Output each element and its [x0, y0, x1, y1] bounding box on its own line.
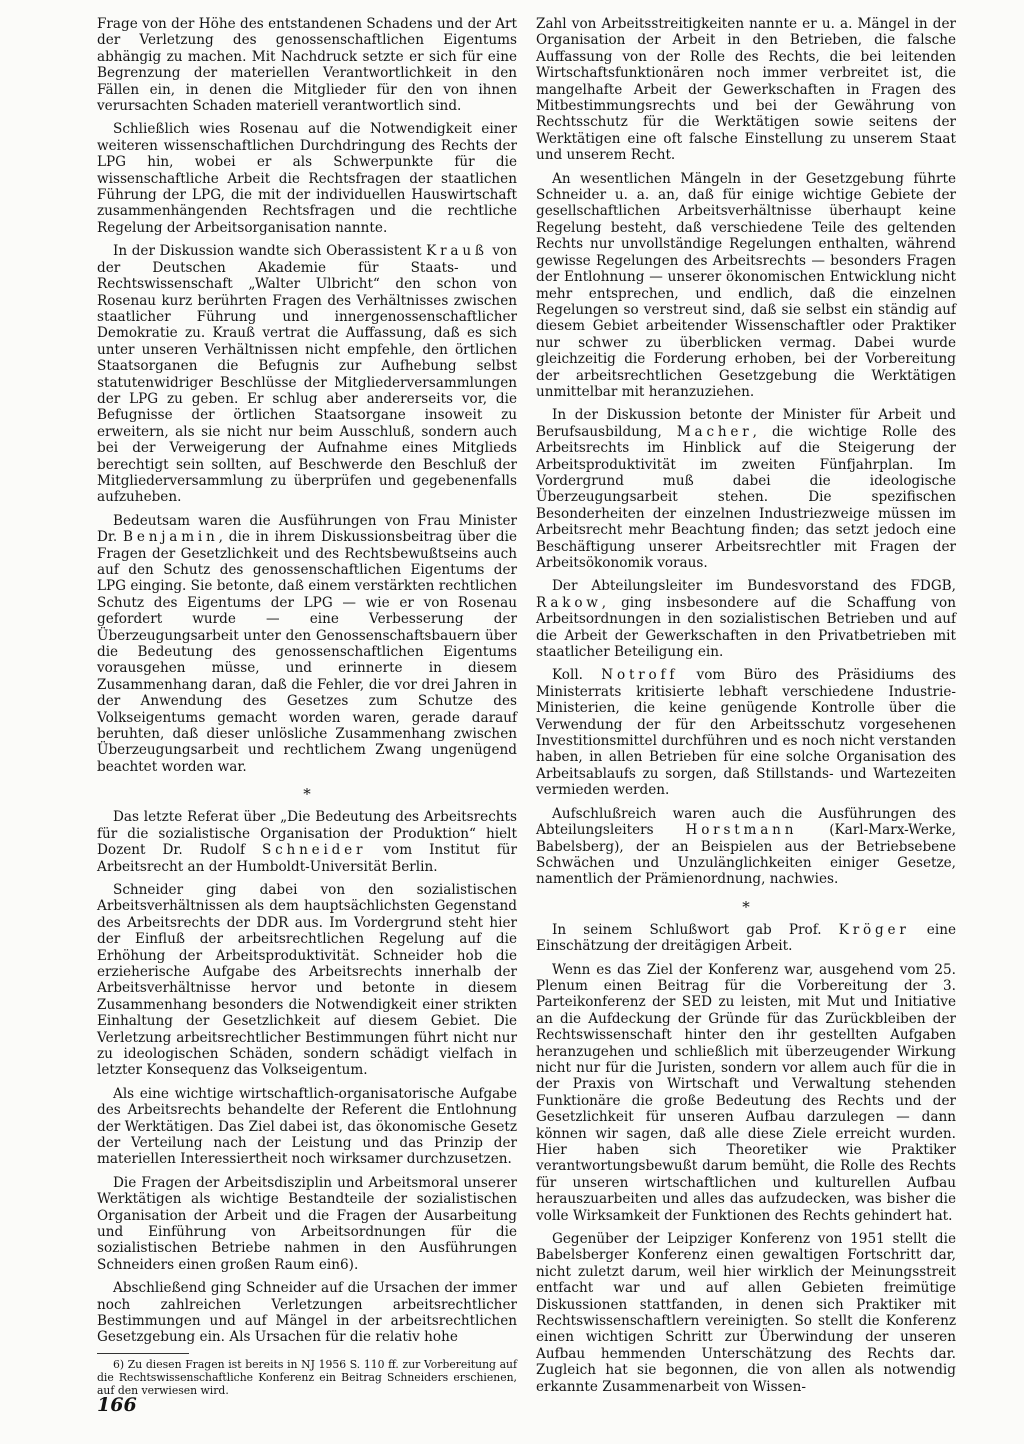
section-separator: * [742, 897, 750, 916]
page-number: 166 [97, 1394, 137, 1416]
text-run: In der Diskussion betonte der Minister für Arbeit und Berufsausbildung, [536, 407, 956, 440]
paragraph: Als eine wichtige wirtschaftlich-organisatorische Aufgabe des Arbeitsrechts behandelte der Referent die Entlohnung der Werktätigen. Das Ziel dabei ist, das ökonomische Gesetz der Verteilung nach der Leistung und das Prinzip der materiellen Interessiertheit noch wirksamer durchzusetzen. [97, 1085, 517, 1168]
text-run: , ging insbesondere auf die Schaffung von Arbeitsordnungen in den sozialistischen Betrieben und auf die Arbeit der Gewerkschaften in den Privatbetrieben mit staatlicher Beteiligung ein. [536, 594, 956, 661]
paragraph [536, 407, 956, 571]
spaced-name: Krauß [426, 243, 488, 260]
spaced-name: Horstmann [685, 822, 798, 839]
text-run: (Karl-Marx-Werke, Babelsberg), der an Beispielen aus der Betriebsebene Schwächen und Unzulänglichkeiten einiger Gesetze, namentlich der Prämienordnung, nachwies. [536, 822, 956, 888]
paragraph: Zahl von Arbeitsstreitigkeiten nannte er u. a. Mängel in der Organisation der Arbeit in den Betrieben, die falsche Auffassung von der Rolle des Rechts, die bei leitenden Wirtschaftsfunktionären noch immer verbreitet ist, die mangelhafte Arbeit der Gewerkschaften in Fragen des Mitbestimmungsrechts und bei der Gewährung von Rechtsschutz für die Werktätigen sowie seitens der Werktätigen eine oft falsche Einstellung zu unserem Staat und unserem Recht. [536, 16, 956, 164]
paragraph: An wesentlichen Mängeln in der Gesetzgebung führte Schneider u. a. an, daß für einige wichtige Gebiete der gesellschaftlichen Arbeitsverhältnisse überhaupt keine Regelung besteht, daß verschiedene Teile des geltenden Rechts nur unvollständige Regelungen enthalten, während gewisse Regelungen des Arbeitsrechts — besonders Fragen der Entlohnung — unserer ökonomischen Entwicklung nicht mehr entsprechen, und endlich, daß die einzelnen Regelungen so verstreut sind, daß sie selbst ein ständig auf diesem Gebiet arbeitender Wissenschaftler oder Praktiker nur schwer zu überblicken vermag. Dabei wurde gleichzeitig die Forderung erhoben, bei der Vorbereitung der arbeitsrechtlichen Gesetzgebung die Werktätigen unmittelbar mit heranzuziehen. [536, 170, 956, 400]
paragraph [536, 922, 956, 955]
paragraph [97, 513, 517, 776]
text-run: Koll. [552, 667, 602, 684]
paragraph [536, 806, 956, 888]
footnote-divider [97, 1353, 189, 1354]
text-run: , die wichtige Rolle des Arbeitsrechts im Hinblick auf die Steigerung der Arbeitsproduktivität im zweiten Fünfjahrplan. Im Vordergrund muß dabei die ideologische Überzeugungsarbeit stehen. Die spezifischen Besonderheiten der einzelnen Industriezweige müssen im Arbeitsrecht mehr Beachtung finden; das setzt jedoch eine Beschäftigung unserer Arbeitsrechtler mit Fragen der Arbeitsökonomik voraus. [536, 423, 956, 571]
text-run: eine Einschätzung der dreitägigen Arbeit. [536, 921, 957, 955]
section-separator: * [303, 785, 311, 804]
paragraph [536, 667, 956, 798]
spaced-name: Rakow [536, 594, 602, 611]
paragraph: Frage von der Höhe des entstandenen Schadens und der Art der Verletzung des genossenschaftlichen Eigentums abhängig zu machen. Mit Nachdruck setzte er sich für eine Begrenzung der materiellen Verantwortlichkeit in den Fällen ein, in denen die Mitglieder für den von ihnen verursachten Schaden materiell verantwortlich sind. [97, 16, 517, 115]
paragraph [97, 809, 517, 875]
paragraph: Wenn es das Ziel der Konferenz war, ausgehend vom 25. Plenum einen Beitrag für die Vorbereitung der 3. Parteikonferenz der SED zu leisten, mit Mut und Initiative an die Aufdeckung der Gründe für das Zurückbleiben der Rechtswissenschaft hinter den ihr gestellten Aufgaben heranzugehen und schließlich mit überzeugender Wirkung nicht nur für die Juristen, sondern vor allem auch für die in der Praxis von Wirtschaft und Verwaltung stehenden Funktionäre die große Bedeutung des Rechts und der Gesetzlichkeit für unseren Aufbau darzulegen — dann können wir sagen, daß alle diese Ziele erreicht wurden. Hier haben sich Theoretiker wie Praktiker verantwortungsbewußt darum bemüht, die Rolle des Rechts für unseren wirtschaftlichen und kulturellen Aufbau herauszuarbeiten und alles das aufzudecken, was bisher die volle Wirksamkeit der Funktionen des Rechts gehindert hat. [536, 961, 956, 1224]
paragraph: Schließlich wies Rosenau auf die Notwendigkeit einer weiteren wissenschaftlichen Durchdringung des Rechts der LPG hin, wobei er als Schwerpunkte für die wissenschaftliche Arbeit die Rechtsfragen der staatlichen Führung der LPG, die mit der individuellen Hauswirtschaft zusammenhängenden Rechtsfragen und die rechtliche Regelung der Arbeitsorganisation nannte. [97, 121, 517, 236]
text-run: von der Deutschen Akademie für Staats- und Rechtswissenschaft „Walter Ulbricht“ den schon von Rosenau kurz berührten Fragen des Verhältnisses zwischen staatlicher Führung und innergenossenschaftlicher Demokratie zu. Krauß vertrat die Auffassung, daß es sich unter unseren Verhältnissen nicht empfehle, den örtlichen Staatsorganen die Befugnis zur Aufhebung selbst statutenwidriger Beschlüsse der Mitgliederversammlungen der LPG zu geben. Er schlug aber andererseits vor, die Befugnisse der örtlichen Staatsorgane insoweit zu erweitern, als sie nicht nur beim Ausschluß, sondern auch bei der Verweigerung der Aufnahme eines Mitglieds berechtigt sein sollten, auf Beschwerde den Beschluß der Mitgliederversammlung zu überprüfen und gegebenenfalls aufzuheben. [97, 243, 517, 506]
paragraph: Schneider ging dabei von den sozialistischen Arbeitsverhältnissen als dem hauptsächlichsten Gegenstand des Arbeitsrechts der DDR aus. Im Vordergrund steht hier der Einfluß der arbeitsrechtlichen Regelung auf die Erhöhung der Arbeitsproduktivität. Schneider hob die erzieherische Aufgabe des Arbeitsrechts innerhalb der Arbeitsverhältnisse hervor und betonte in diesem Zusammenhang besonders die Notwendigkeit einer strikten Einhaltung der Gesetzlichkeit auf diesem Gebiet. Die Verletzung arbeitsrechtlicher Bestimmungen führt nicht nur zu ideologischen Schäden, sondern schädigt vielfach in letzter Konsequenz das Volkseigentum. [97, 881, 517, 1079]
paragraph: Abschließend ging Schneider auf die Ursachen der immer noch zahlreichen Verletzungen arbeitsrechtlicher Bestimmungen und auf Mängel in der arbeitsrechtlichen Gesetzgebung ein. Als Ursachen für die relativ hohe [97, 1280, 517, 1346]
text-run: Bedeutsam waren die Ausführungen von Frau Minister Dr. [97, 512, 517, 546]
text-run: Das letzte Referat über „Die Bedeutung des Arbeitsrechts für die sozialistische Organisation der Produktion“ hielt Dozent Dr. Rudolf [97, 809, 517, 859]
right-column [536, 16, 956, 1402]
left-column [97, 16, 517, 1404]
text-run: In der Diskussion wandte sich Oberassistent [113, 243, 427, 260]
paragraph [97, 243, 517, 506]
spaced-name: Benjamin [123, 529, 219, 546]
paragraph [536, 578, 956, 660]
paragraph: Gegenüber der Leipziger Konferenz von 1951 stellt die Babelsberger Konferenz einen gewaltigen Fortschritt dar, nicht zuletzt darum, weil hier wirklich der Meinungsstreit entfacht war und auf allen Gebieten freimütige Diskussionen stattfanden, in denen sich Praktiker mit Rechtswissenschaftlern vereinigten. So stellt die Konferenz einen wichtigen Schritt zur Überwindung der unseren Aufbau hemmenden Unterschätzung des Rechts dar. Zugleich hat sie begonnen, die von allen als notwendig erkannte Zusammenarbeit von Wissen- [536, 1231, 956, 1395]
spaced-name: Macher [676, 423, 753, 440]
spaced-name: Schneider [262, 842, 367, 859]
footnote: 6) Zu diesen Fragen ist bereits in NJ 1956 S. 110 ff. zur Vorbereitung auf die Rechtswissenschaftliche Konferenz ein Beitrag Schneiders erschienen, auf den verwiesen wird. [97, 1357, 517, 1397]
text-run: In seinem Schlußwort gab Prof. [552, 921, 839, 938]
spaced-name: Notroff [601, 667, 679, 684]
text-run: Aufschlußreich waren auch die Ausführungen des Abteilungsleiters [536, 805, 956, 839]
text-run: vom Büro des Präsidiums des Ministerrats kritisierte lebhaft verschiedene Industrie-Ministerien, die keine genügende Kontrolle über die Verwendung der für den Arbeitsschutz vorgesehenen Investitionsmittel durchführen und es noch nicht verstanden haben, in allen Betrieben für eine solche Organisation des Arbeitsablaufs zu sorgen, daß Stillstands- und Wartezeiten vermieden werden. [536, 667, 957, 799]
spaced-name: Kröger [838, 921, 910, 938]
text-run: vom Institut für Arbeitsrecht an der Humboldt-Universität Berlin. [97, 842, 517, 875]
paragraph: Die Fragen der Arbeitsdisziplin und Arbeitsmoral unserer Werktätigen als wichtige Bestandteile der sozialistischen Organisation der Arbeit und die Fragen der Ausarbeitung und Einführung von Arbeitsordnungen für die sozialistischen Betriebe nahmen in den Ausführungen Schneiders einen großen Raum ein6). [97, 1174, 517, 1273]
text-run: Der Abteilungsleiter im Bundesvorstand des FDGB, [552, 578, 956, 595]
text-run: , die in ihrem Diskussionsbeitrag über die Fragen der Gesetzlichkeit und des Rechtsbewußtseins auch auf den Schutz des genossenschaftlichen Eigentums der LPG einging. Sie betonte, daß einem verstärkten rechtlichen Schutz des Eigentums der LPG — wie er von Rosenau gefordert wurde — eine Verbesserung der Überzeugungsarbeit unter den Genossenschaftsbauern über die Bedeutung des genossenschaftlichen Eigentums vorausgehen müsse, und erinnerte in diesem Zusammenhang daran, daß die Fehler, die vor drei Jahren in der Anwendung des Gesetzes zum Schutze des Volkseigentums gemacht worden waren, gerade darauf beruhten, daß dieser unlösliche Zusammenhang zwischen Überzeugungsarbeit und rechtlichem Zwang ungenügend beachtet worden war. [97, 529, 517, 775]
